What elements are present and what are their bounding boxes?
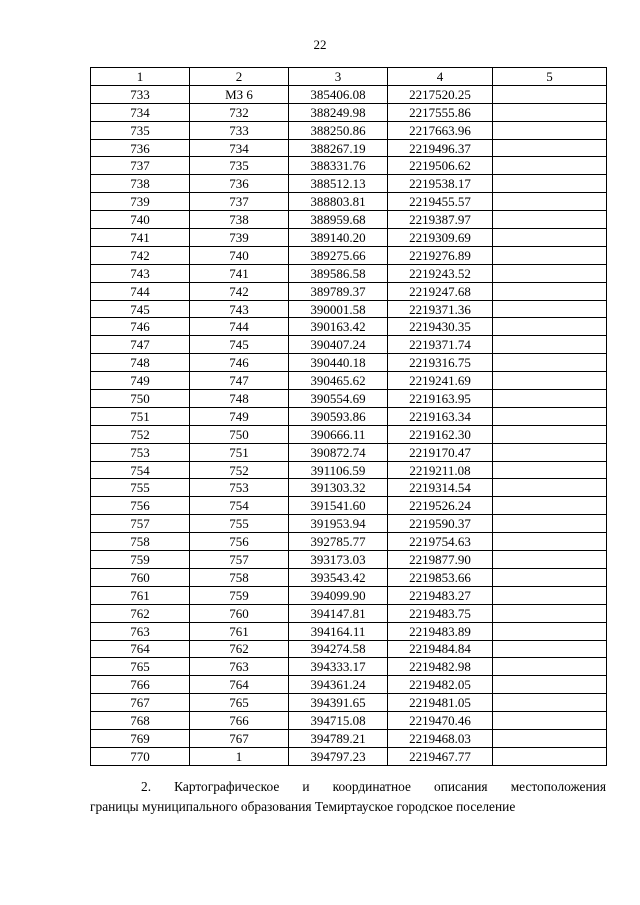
table-cell <box>493 497 607 515</box>
table-cell <box>493 390 607 408</box>
table-cell: 744 <box>190 318 289 336</box>
table-cell: 388959.68 <box>289 211 388 229</box>
table-row <box>91 533 607 551</box>
table-cell: 2219243.52 <box>388 264 493 282</box>
table-cell: 389586.58 <box>289 264 388 282</box>
table-cell <box>493 336 607 354</box>
table-cell: 1 <box>190 747 289 765</box>
table-cell: 765 <box>91 658 190 676</box>
table-cell <box>493 300 607 318</box>
table-cell: 738 <box>91 175 190 193</box>
table-cell: 762 <box>190 640 289 658</box>
table-cell: 2219484.84 <box>388 640 493 658</box>
table-cell: 389789.37 <box>289 282 388 300</box>
table-cell: 760 <box>190 604 289 622</box>
table-cell <box>493 318 607 336</box>
table-cell: 394333.17 <box>289 658 388 676</box>
table-cell: 763 <box>190 658 289 676</box>
section-paragraph <box>90 777 606 817</box>
table-cell: МЗ 6 <box>190 85 289 103</box>
table-row <box>91 121 607 139</box>
table-cell: 2219467.77 <box>388 747 493 765</box>
table-cell: 758 <box>190 568 289 586</box>
table-cell: 761 <box>190 622 289 640</box>
table-cell: 394164.11 <box>289 622 388 640</box>
table-cell: 760 <box>91 568 190 586</box>
table-row <box>91 694 607 712</box>
table-cell <box>493 551 607 569</box>
table-cell: 759 <box>91 551 190 569</box>
table-cell: 747 <box>91 336 190 354</box>
table-cell <box>493 121 607 139</box>
table-cell: 737 <box>190 193 289 211</box>
table-cell: 2217520.25 <box>388 85 493 103</box>
table-cell: 749 <box>91 372 190 390</box>
table-cell <box>493 85 607 103</box>
table-cell: 390593.86 <box>289 407 388 425</box>
table-cell: 392785.77 <box>289 533 388 551</box>
table-cell: 389275.66 <box>289 246 388 264</box>
table-cell: 746 <box>190 354 289 372</box>
table-cell: 735 <box>190 157 289 175</box>
table-cell: 390440.18 <box>289 354 388 372</box>
table-cell <box>493 264 607 282</box>
table-cell: 390465.62 <box>289 372 388 390</box>
table-row <box>91 336 607 354</box>
table-cell: 394274.58 <box>289 640 388 658</box>
table-cell: 391953.94 <box>289 515 388 533</box>
table-cell: 733 <box>91 85 190 103</box>
table-cell: 393173.03 <box>289 551 388 569</box>
table-row <box>91 604 607 622</box>
table-cell: 2219538.17 <box>388 175 493 193</box>
table-cell: 733 <box>190 121 289 139</box>
table-cell: 394715.08 <box>289 712 388 730</box>
table-cell: 2219455.57 <box>388 193 493 211</box>
table-row <box>91 318 607 336</box>
table-row <box>91 640 607 658</box>
table-cell: 755 <box>91 479 190 497</box>
table-cell: 756 <box>190 533 289 551</box>
table-cell <box>493 479 607 497</box>
table-cell: 390554.69 <box>289 390 388 408</box>
table-cell: 393543.42 <box>289 568 388 586</box>
table-cell <box>493 658 607 676</box>
table-cell <box>493 139 607 157</box>
table-cell <box>493 229 607 247</box>
table-cell <box>493 747 607 765</box>
table-cell: 739 <box>190 229 289 247</box>
table-cell: 388267.19 <box>289 139 388 157</box>
table-cell: 2219316.75 <box>388 354 493 372</box>
table-cell: 2219483.89 <box>388 622 493 640</box>
table-cell: 751 <box>91 407 190 425</box>
table-cell: 745 <box>190 336 289 354</box>
table-cell: 750 <box>91 390 190 408</box>
table-cell: 2219481.05 <box>388 694 493 712</box>
table-cell: 390001.58 <box>289 300 388 318</box>
table-cell: 2219170.47 <box>388 443 493 461</box>
table-cell: 2219247.68 <box>388 282 493 300</box>
table-cell: 759 <box>190 586 289 604</box>
table-cell: 388512.13 <box>289 175 388 193</box>
table-cell <box>493 604 607 622</box>
table-cell: 740 <box>91 211 190 229</box>
table-cell: 2219496.37 <box>388 139 493 157</box>
table-cell: 2219163.95 <box>388 390 493 408</box>
table-header-row <box>91 68 607 86</box>
table-cell: 753 <box>190 479 289 497</box>
table-cell: 732 <box>190 103 289 121</box>
table-row <box>91 139 607 157</box>
column-header: 3 <box>289 68 388 86</box>
table-cell: 390666.11 <box>289 425 388 443</box>
table-cell: 2219853.66 <box>388 568 493 586</box>
table-cell: 734 <box>190 139 289 157</box>
table-cell <box>493 425 607 443</box>
table-cell: 2219371.74 <box>388 336 493 354</box>
table-cell: 394789.21 <box>289 729 388 747</box>
table-row <box>91 229 607 247</box>
table-cell: 766 <box>190 712 289 730</box>
table-row <box>91 712 607 730</box>
table-row <box>91 103 607 121</box>
table-cell: 2219241.69 <box>388 372 493 390</box>
table-cell: 388249.98 <box>289 103 388 121</box>
table-row <box>91 622 607 640</box>
table-row <box>91 515 607 533</box>
table-cell: 2219162.30 <box>388 425 493 443</box>
table-cell: 388331.76 <box>289 157 388 175</box>
column-header: 2 <box>190 68 289 86</box>
table-cell: 762 <box>91 604 190 622</box>
table-row <box>91 676 607 694</box>
table-cell: 2219483.27 <box>388 586 493 604</box>
table-cell: 2219482.05 <box>388 676 493 694</box>
table-cell <box>493 568 607 586</box>
table-cell: 2219276.89 <box>388 246 493 264</box>
table-cell: 767 <box>91 694 190 712</box>
table-cell: 763 <box>91 622 190 640</box>
table-cell: 735 <box>91 121 190 139</box>
table-cell <box>493 640 607 658</box>
table-cell <box>493 211 607 229</box>
table-cell: 742 <box>190 282 289 300</box>
table-cell: 2219877.90 <box>388 551 493 569</box>
table-cell: 768 <box>91 712 190 730</box>
table-cell: 740 <box>190 246 289 264</box>
table-cell: 743 <box>91 264 190 282</box>
table-cell: 2219371.36 <box>388 300 493 318</box>
table-cell <box>493 676 607 694</box>
table-cell <box>493 175 607 193</box>
table-cell: 390407.24 <box>289 336 388 354</box>
table-cell: 2217555.86 <box>388 103 493 121</box>
column-header: 5 <box>493 68 607 86</box>
table-row <box>91 461 607 479</box>
table-cell: 757 <box>91 515 190 533</box>
table-cell: 2219506.62 <box>388 157 493 175</box>
column-header: 4 <box>388 68 493 86</box>
table-cell: 753 <box>91 443 190 461</box>
table-cell: 390872.74 <box>289 443 388 461</box>
table-cell: 388803.81 <box>289 193 388 211</box>
table-cell: 390163.42 <box>289 318 388 336</box>
table-cell: 746 <box>91 318 190 336</box>
table-cell: 739 <box>91 193 190 211</box>
table-row <box>91 479 607 497</box>
table-cell: 769 <box>91 729 190 747</box>
table-cell: 2219430.35 <box>388 318 493 336</box>
table-cell: 755 <box>190 515 289 533</box>
table-cell: 2219468.03 <box>388 729 493 747</box>
table-cell: 749 <box>190 407 289 425</box>
table-row <box>91 193 607 211</box>
table-cell <box>493 193 607 211</box>
table-cell: 391541.60 <box>289 497 388 515</box>
table-row <box>91 300 607 318</box>
table-cell: 2219482.98 <box>388 658 493 676</box>
table-row <box>91 282 607 300</box>
table-row <box>91 497 607 515</box>
table-cell: 754 <box>190 497 289 515</box>
table-cell: 745 <box>91 300 190 318</box>
table-cell <box>493 729 607 747</box>
table-cell: 765 <box>190 694 289 712</box>
table-cell: 747 <box>190 372 289 390</box>
table-cell: 748 <box>91 354 190 372</box>
table-cell: 751 <box>190 443 289 461</box>
table-cell: 737 <box>91 157 190 175</box>
table-row <box>91 658 607 676</box>
table-cell: 741 <box>190 264 289 282</box>
table-cell: 752 <box>91 425 190 443</box>
table-cell: 391303.32 <box>289 479 388 497</box>
table-cell <box>493 461 607 479</box>
table-cell: 767 <box>190 729 289 747</box>
table-cell: 744 <box>91 282 190 300</box>
table-row <box>91 211 607 229</box>
table-cell <box>493 443 607 461</box>
table-body <box>91 85 607 765</box>
table-cell: 2219163.34 <box>388 407 493 425</box>
table-cell: 752 <box>190 461 289 479</box>
table-cell: 2219309.69 <box>388 229 493 247</box>
table-row <box>91 425 607 443</box>
page-number: 22 <box>313 37 327 52</box>
table-cell <box>493 622 607 640</box>
table-cell <box>493 407 607 425</box>
table-cell: 764 <box>91 640 190 658</box>
table-cell: 385406.08 <box>289 85 388 103</box>
table-cell: 2219590.37 <box>388 515 493 533</box>
table-cell <box>493 586 607 604</box>
table-cell: 2219526.24 <box>388 497 493 515</box>
table-cell: 394147.81 <box>289 604 388 622</box>
table-cell: 394391.65 <box>289 694 388 712</box>
table-cell: 770 <box>91 747 190 765</box>
table-cell <box>493 282 607 300</box>
table-cell <box>493 157 607 175</box>
table-cell: 2219314.54 <box>388 479 493 497</box>
table-row <box>91 246 607 264</box>
table-cell: 756 <box>91 497 190 515</box>
table-cell <box>493 533 607 551</box>
table-cell: 761 <box>91 586 190 604</box>
table-cell: 2219754.63 <box>388 533 493 551</box>
table-cell <box>493 246 607 264</box>
table-cell: 764 <box>190 676 289 694</box>
table-cell: 748 <box>190 390 289 408</box>
table-cell: 736 <box>91 139 190 157</box>
table-cell: 394099.90 <box>289 586 388 604</box>
table-row <box>91 551 607 569</box>
table-cell: 394797.23 <box>289 747 388 765</box>
table-cell: 750 <box>190 425 289 443</box>
table-row <box>91 157 607 175</box>
table-cell: 754 <box>91 461 190 479</box>
table-row <box>91 443 607 461</box>
table-row <box>91 175 607 193</box>
paragraph-line: границы муниципального образования Темиртауское городское поселение <box>90 799 516 814</box>
table-cell <box>493 354 607 372</box>
table-cell <box>493 372 607 390</box>
table-row <box>91 390 607 408</box>
table-cell <box>493 103 607 121</box>
table-row <box>91 729 607 747</box>
table-cell: 741 <box>91 229 190 247</box>
table-cell: 734 <box>91 103 190 121</box>
table-row <box>91 372 607 390</box>
coordinates-table <box>90 67 607 766</box>
table-row <box>91 747 607 765</box>
table-row <box>91 264 607 282</box>
table-cell: 2219483.75 <box>388 604 493 622</box>
table-cell: 742 <box>91 246 190 264</box>
table-cell: 738 <box>190 211 289 229</box>
table-cell <box>493 515 607 533</box>
table-cell: 758 <box>91 533 190 551</box>
table-row <box>91 354 607 372</box>
column-header: 1 <box>91 68 190 86</box>
table-cell: 394361.24 <box>289 676 388 694</box>
table-row <box>91 85 607 103</box>
table-cell: 743 <box>190 300 289 318</box>
table-cell: 2219211.08 <box>388 461 493 479</box>
table-row <box>91 407 607 425</box>
paragraph-line: 2. Картографическое и координатное описания местоположения <box>141 779 606 794</box>
table-cell: 389140.20 <box>289 229 388 247</box>
table-cell <box>493 712 607 730</box>
table-row <box>91 586 607 604</box>
table-cell: 2219470.46 <box>388 712 493 730</box>
table-cell: 766 <box>91 676 190 694</box>
table-row <box>91 568 607 586</box>
table-cell: 2219387.97 <box>388 211 493 229</box>
table-cell: 2217663.96 <box>388 121 493 139</box>
table-cell: 736 <box>190 175 289 193</box>
table-cell: 391106.59 <box>289 461 388 479</box>
table-cell: 388250.86 <box>289 121 388 139</box>
table-cell: 757 <box>190 551 289 569</box>
table-cell <box>493 694 607 712</box>
